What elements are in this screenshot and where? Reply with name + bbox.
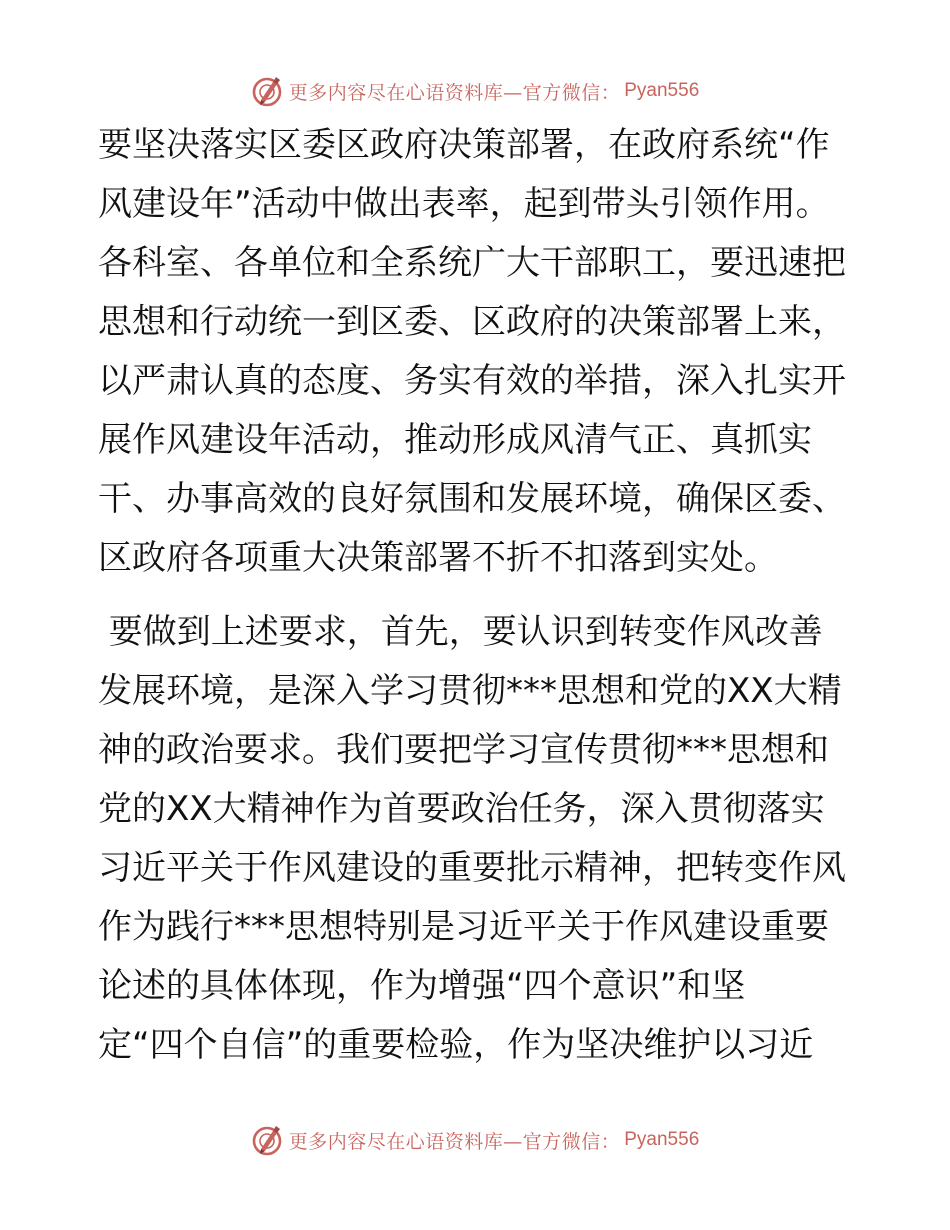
text-line: 论述的具体体现，作为增强“四个意识”和坚: [98, 966, 746, 1006]
text-line: 区政府各项重大决策部署不折不扣落到实处。: [98, 538, 778, 578]
document-body: [98, 116, 858, 1075]
pen-circle-logo-icon: [251, 1123, 285, 1157]
text-line: 神的政治要求。我们要把学习宣传贯彻***思想和: [98, 730, 829, 770]
header-banner: [0, 71, 950, 111]
text-line: 以严肃认真的态度、务实有效的举措，深入扎实开: [98, 361, 846, 401]
text-line: 各科室、各单位和全系统广大干部职工，要迅速把: [98, 243, 846, 283]
text-line: 定“四个自信”的重要检验，作为坚决维护以习近: [98, 1025, 814, 1065]
paragraph-1: [98, 116, 858, 588]
footer-banner: [0, 1120, 950, 1160]
pen-circle-logo-icon: [251, 74, 285, 108]
text-line: 党的XX大精神作为首要政治任务，深入贯彻落实: [98, 789, 825, 829]
text-line: 干、办事高效的良好氛围和发展环境，确保区委、: [98, 479, 846, 519]
text-line: 习近平关于作风建设的重要批示精神，把转变作风: [98, 848, 846, 888]
text-line: 发展环境，是深入学习贯彻***思想和党的XX大精: [98, 671, 842, 711]
header-banner-text: 更多内容尽在心语资料库—官方微信：: [288, 81, 621, 104]
text-line: 要坚决落实区委区政府决策部署，在政府系统“作: [98, 125, 830, 165]
footer-banner-text: 更多内容尽在心语资料库—官方微信：: [288, 1130, 621, 1153]
text-line: 展作风建设年活动，推动形成风清气正、真抓实: [98, 420, 812, 460]
paragraph-2: [98, 603, 858, 1075]
text-line: 要做到上述要求，首先，要认识到转变作风改善: [98, 612, 823, 652]
text-line: 思想和行动统一到区委、区政府的决策部署上来，: [98, 302, 846, 342]
text-line: 作为践行***思想特别是习近平关于作风建设重要: [98, 907, 829, 947]
footer-banner-contact: Pyan556: [624, 1129, 700, 1150]
header-banner-contact: Pyan556: [624, 80, 700, 101]
text-line: 风建设年”活动中做出表率，起到带头引领作用。: [98, 184, 830, 224]
